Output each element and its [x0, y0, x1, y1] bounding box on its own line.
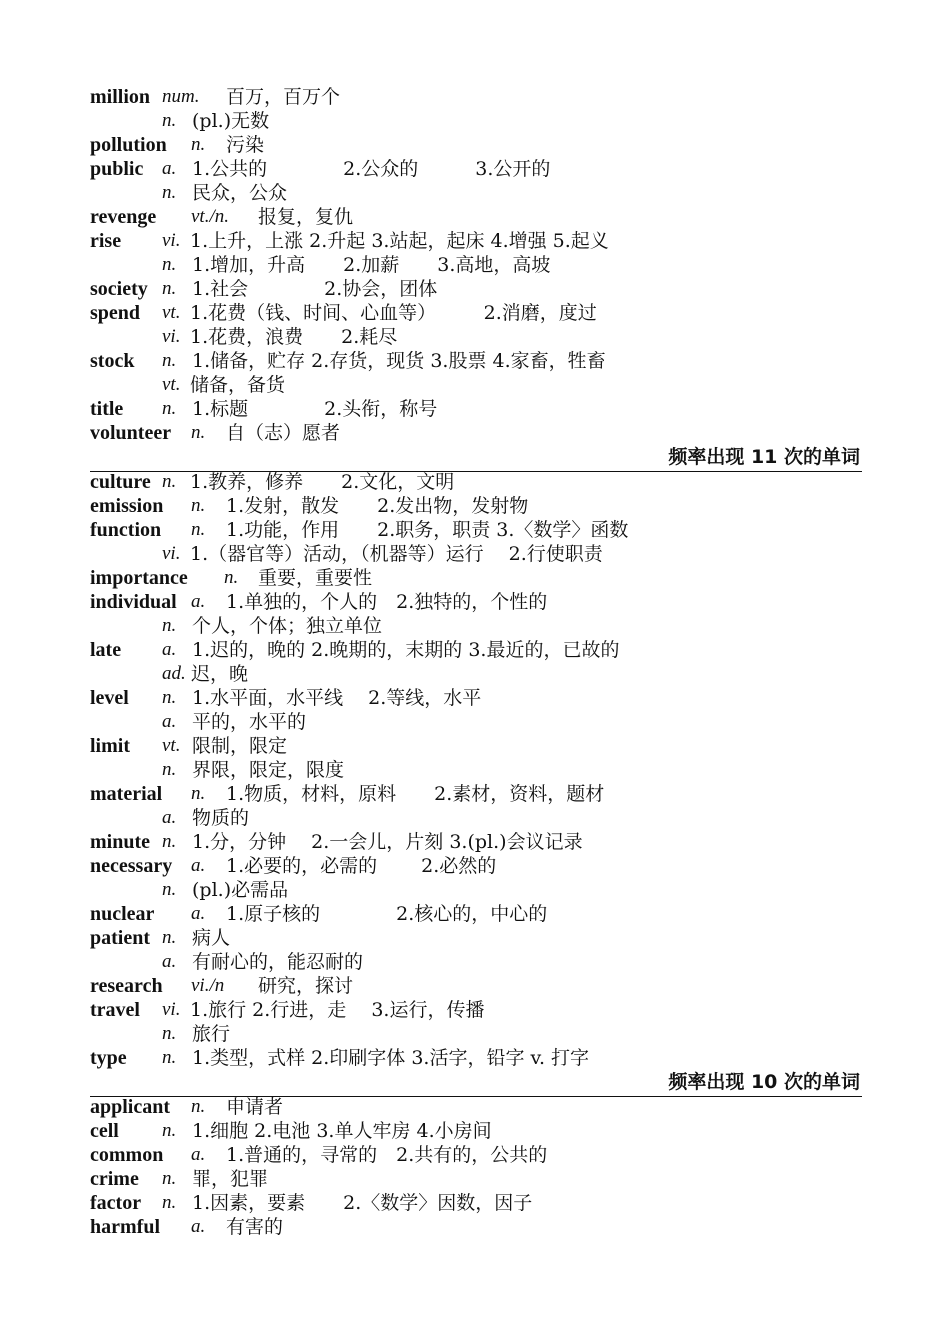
part-of-speech: n. — [162, 615, 177, 636]
part-of-speech: a. — [162, 807, 177, 828]
entry-line — [90, 1095, 862, 1119]
entry-line — [90, 1119, 862, 1143]
entry-line — [90, 590, 862, 614]
entry-line — [90, 782, 862, 806]
part-of-speech: n. — [162, 398, 177, 419]
entry-line — [90, 157, 862, 181]
vocab-section — [90, 470, 862, 1070]
part-of-speech: n. — [162, 254, 177, 275]
headword: rise — [90, 230, 122, 252]
part-of-speech: a. — [162, 711, 177, 732]
part-of-speech: a. — [191, 1216, 206, 1237]
vocab-section — [90, 85, 862, 445]
part-of-speech: n. — [191, 422, 206, 443]
part-of-speech: a. — [162, 639, 177, 660]
entry-line — [90, 758, 862, 782]
entry-line — [90, 181, 862, 205]
part-of-speech: ad. — [162, 663, 186, 684]
headword: title — [90, 398, 124, 420]
headword: type — [90, 1047, 127, 1069]
definition: 储备，备货 — [190, 374, 286, 396]
entry-line — [90, 349, 862, 373]
entry-line — [90, 205, 862, 229]
headword: common — [90, 1144, 164, 1166]
headword: nuclear — [90, 903, 155, 925]
definition: 1.必要的，必需的 2.必然的 — [226, 855, 497, 877]
part-of-speech: n. — [162, 879, 177, 900]
entry-line — [90, 1215, 862, 1239]
part-of-speech: n. — [162, 278, 177, 299]
definition: (pl.)无数 — [192, 110, 270, 132]
headword: late — [90, 639, 122, 661]
entry-line — [90, 830, 862, 854]
definition: 物质的 — [192, 807, 250, 829]
headword: spend — [90, 302, 141, 324]
part-of-speech: num. — [162, 86, 200, 107]
part-of-speech: vt. — [162, 302, 181, 323]
part-of-speech: vi./n — [191, 975, 225, 996]
definition: 病人 — [192, 927, 231, 949]
part-of-speech: n. — [162, 1023, 177, 1044]
part-of-speech: a. — [191, 903, 206, 924]
definition: 1.水平面，水平线 2.等线，水平 — [192, 687, 482, 709]
definition: 有耐心的，能忍耐的 — [192, 951, 364, 973]
vocab-section — [90, 1095, 862, 1239]
part-of-speech: n. — [191, 495, 206, 516]
entry-line — [90, 518, 862, 542]
definition: 1.细胞 2.电池 3.单人牢房 4.小房间 — [192, 1120, 492, 1142]
headword: society — [90, 278, 148, 300]
entry-line — [90, 1046, 862, 1070]
definition: 自（志）愿者 — [226, 422, 341, 444]
entry-line — [90, 926, 862, 950]
headword: revenge — [90, 206, 157, 228]
headword: individual — [90, 591, 177, 613]
definition: 民众，公众 — [192, 182, 288, 204]
part-of-speech: vt. — [162, 735, 181, 756]
entry-line — [90, 878, 862, 902]
part-of-speech: a. — [191, 1144, 206, 1165]
entry-line — [90, 950, 862, 974]
part-of-speech: n. — [162, 1168, 177, 1189]
definition: 1.储备，贮存 2.存货，现货 3.股票 4.家畜，牲畜 — [192, 350, 606, 372]
definition: 1.原子核的 2.核心的，中心的 — [226, 903, 548, 925]
headword: level — [90, 687, 129, 709]
definition: 1.花费（钱、时间、心血等） 2.消磨，度过 — [190, 302, 597, 324]
headword: patient — [90, 927, 150, 949]
entry-line — [90, 421, 862, 445]
entry-line — [90, 854, 862, 878]
entry-line — [90, 662, 862, 686]
definition: 1.（器官等）活动，（机器等）运行 2.行使职责 — [190, 543, 603, 565]
part-of-speech: a. — [191, 855, 206, 876]
section-heading: 频率出现 10 次的单词 — [668, 1071, 860, 1093]
entry-line — [90, 325, 862, 349]
definition: 1.迟的，晚的 2.晚期的，末期的 3.最近的，已故的 — [192, 639, 620, 661]
part-of-speech: n. — [162, 927, 177, 948]
part-of-speech: n. — [162, 831, 177, 852]
definition: 百万，百万个 — [226, 86, 341, 108]
part-of-speech: n. — [191, 519, 206, 540]
part-of-speech: n. — [191, 1096, 206, 1117]
entry-line — [90, 373, 862, 397]
definition: 界限，限定，限度 — [192, 759, 345, 781]
entry-line — [90, 1022, 862, 1046]
entry-line — [90, 998, 862, 1022]
definition: 1.标题 2.头衔，称号 — [192, 398, 438, 420]
headword: minute — [90, 831, 150, 853]
definition: 1.分，分钟 2.一会儿，片刻 3.(pl.)会议记录 — [192, 831, 583, 853]
headword: importance — [90, 567, 188, 589]
entry-line — [90, 470, 862, 494]
headword: culture — [90, 471, 151, 493]
headword: applicant — [90, 1096, 171, 1118]
part-of-speech: vi. — [162, 999, 181, 1020]
headword: material — [90, 783, 163, 805]
definition: 1.旅行 2.行进，走 3.运行，传播 — [190, 999, 485, 1021]
definition: 限制，限定 — [192, 735, 288, 757]
entry-line — [90, 229, 862, 253]
part-of-speech: a. — [162, 951, 177, 972]
entry-line — [90, 542, 862, 566]
headword: limit — [90, 735, 130, 757]
definition: 平的，水平的 — [192, 711, 307, 733]
definition: 1.发射，散发 2.发出物，发射物 — [226, 495, 529, 517]
headword: crime — [90, 1168, 139, 1190]
headword: research — [90, 975, 163, 997]
part-of-speech: a. — [162, 158, 177, 179]
part-of-speech: n. — [162, 110, 177, 131]
definition: 1.因素，要素 2.〈数学〉因数，因子 — [192, 1192, 533, 1214]
entry-line — [90, 974, 862, 998]
part-of-speech: n. — [191, 134, 206, 155]
definition: 有害的 — [226, 1216, 284, 1238]
headword: cell — [90, 1120, 119, 1142]
definition: 1.功能，作用 2.职务，职责 3.〈数学〉函数 — [226, 519, 629, 541]
entry-line — [90, 397, 862, 421]
definition: 1.上升，上涨 2.升起 3.站起，起床 4.增强 5.起义 — [190, 230, 609, 252]
headword: harmful — [90, 1216, 160, 1238]
part-of-speech: n. — [162, 1192, 177, 1213]
definition: 1.类型，式样 2.印刷字体 3.活字，铅字 v. 打字 — [192, 1047, 590, 1069]
part-of-speech: vi. — [162, 326, 181, 347]
definition: 1.增加，升高 2.加薪 3.高地，高坡 — [192, 254, 551, 276]
entry-line — [90, 710, 862, 734]
definition: 1.物质，材料，原料 2.素材，资料，题材 — [226, 783, 605, 805]
entry-line — [90, 1167, 862, 1191]
headword: necessary — [90, 855, 173, 877]
entry-line — [90, 614, 862, 638]
part-of-speech: n. — [162, 1120, 177, 1141]
definition: 1.单独的，个人的 2.独特的，个性的 — [226, 591, 548, 613]
vocabulary-page — [90, 85, 862, 1239]
definition: 重要，重要性 — [258, 567, 373, 589]
entry-line — [90, 109, 862, 133]
entry-line — [90, 494, 862, 518]
definition: 1.教养，修养 2.文化，文明 — [190, 471, 455, 493]
entry-line — [90, 1191, 862, 1215]
headword: function — [90, 519, 162, 541]
headword: emission — [90, 495, 164, 517]
part-of-speech: vt. — [162, 374, 181, 395]
entry-line — [90, 301, 862, 325]
definition: 1.公共的 2.公众的 3.公开的 — [192, 158, 551, 180]
entry-line — [90, 277, 862, 301]
headword: public — [90, 158, 144, 180]
headword: million — [90, 86, 151, 108]
part-of-speech: n. — [162, 471, 177, 492]
part-of-speech: n. — [162, 1047, 177, 1068]
section-heading: 频率出现 11 次的单词 — [668, 446, 860, 468]
definition: 研究，探讨 — [258, 975, 354, 997]
entry-line — [90, 253, 862, 277]
entry-line — [90, 686, 862, 710]
entry-line — [90, 902, 862, 926]
entry-line — [90, 1143, 862, 1167]
definition: (pl.)必需品 — [192, 879, 289, 901]
definition: 污染 — [226, 134, 265, 156]
headword: volunteer — [90, 422, 172, 444]
part-of-speech: n. — [162, 182, 177, 203]
part-of-speech: n. — [191, 783, 206, 804]
headword: travel — [90, 999, 140, 1021]
part-of-speech: a. — [191, 591, 206, 612]
definition: 1.普通的，寻常的 2.共有的，公共的 — [226, 1144, 548, 1166]
headword: pollution — [90, 134, 167, 156]
entry-line — [90, 85, 862, 109]
part-of-speech: vt./n. — [191, 206, 229, 227]
part-of-speech: n. — [162, 687, 177, 708]
entry-line — [90, 133, 862, 157]
definition: 报复，复仇 — [258, 206, 354, 228]
headword: stock — [90, 350, 135, 372]
entry-line — [90, 806, 862, 830]
definition: 旅行 — [192, 1023, 231, 1045]
headword: factor — [90, 1192, 142, 1214]
definition: 罪，犯罪 — [192, 1168, 269, 1190]
part-of-speech: n. — [162, 759, 177, 780]
part-of-speech: n. — [224, 567, 239, 588]
definition: 1.花费，浪费 2.耗尽 — [190, 326, 398, 348]
part-of-speech: vi. — [162, 230, 181, 251]
definition: 申请者 — [226, 1096, 284, 1118]
part-of-speech: vi. — [162, 543, 181, 564]
definition: 个人，个体；独立单位 — [192, 615, 383, 637]
entry-line — [90, 566, 862, 590]
entry-line — [90, 638, 862, 662]
entry-line — [90, 734, 862, 758]
definition: 迟，晚 — [191, 663, 249, 685]
definition: 1.社会 2.协会，团体 — [192, 278, 438, 300]
part-of-speech: n. — [162, 350, 177, 371]
